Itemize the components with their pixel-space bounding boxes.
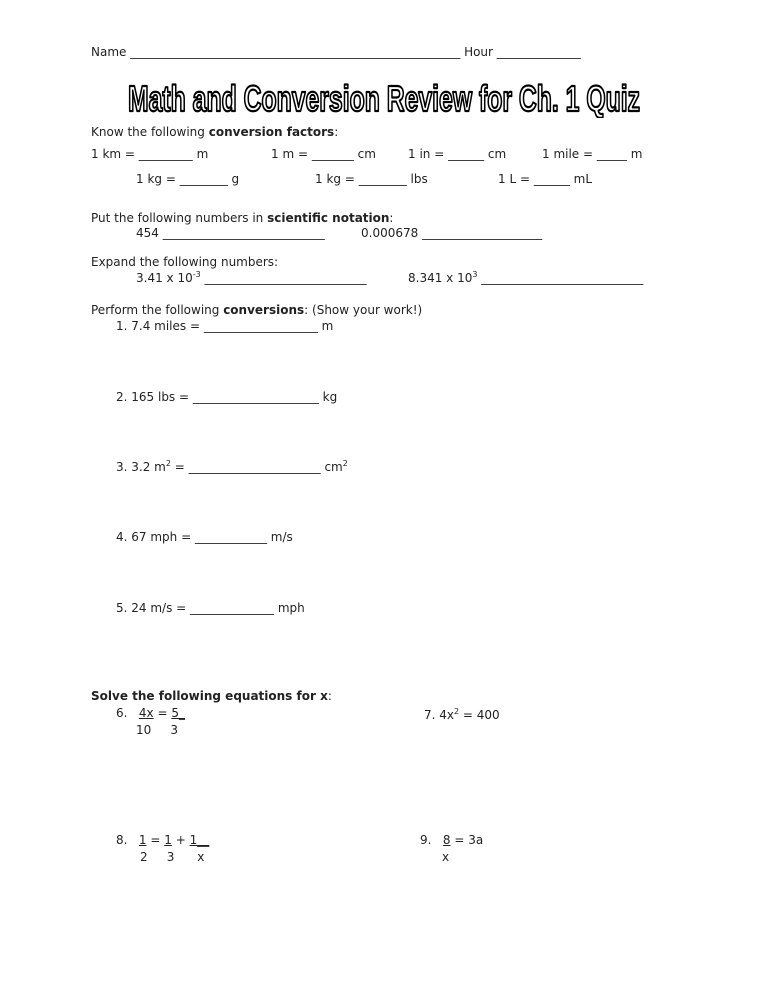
name-blank[interactable]: _______________________________________________________ (130, 45, 461, 59)
intro-text: Perform the following (91, 303, 224, 317)
factor-in-cm[interactable]: 1 in = ______ cm (408, 147, 507, 161)
equation-q6[interactable] (116, 705, 185, 739)
expand-exponent: -3 (192, 270, 201, 279)
equations-intro (91, 689, 332, 703)
intro-post: : (Show your work!) (304, 303, 423, 317)
q6-numerator-2: 5_ (171, 706, 185, 720)
q8-numerator-c: 1__ (189, 833, 210, 847)
equation-q8[interactable] (116, 832, 209, 866)
hour-label: Hour (464, 45, 493, 59)
q3-exponent: 2 (342, 459, 348, 468)
q6-numerator: 4x (138, 706, 154, 720)
conversion-q2[interactable]: 2. 165 lbs = _____________________ kg (116, 390, 338, 404)
q6-number: 6. (116, 706, 128, 720)
conversions-intro (91, 303, 422, 317)
q9-numerator: 8 (442, 833, 451, 847)
name-line[interactable] (91, 45, 581, 59)
q9-rhs: = 3a (450, 833, 484, 847)
equation-q9[interactable] (420, 832, 483, 866)
expand-base: 8.341 x 10 (408, 271, 473, 285)
q8-number: 8. (116, 833, 128, 847)
expand-blank[interactable]: ___________________________ (477, 271, 644, 285)
factor-kg-lbs[interactable]: 1 kg = ________ lbs (315, 172, 428, 186)
intro-bold: scientific notation (267, 211, 390, 225)
q7-rhs: = 400 (459, 708, 500, 722)
q3-exponent: 2 (165, 459, 171, 468)
sci-notation-intro (91, 211, 393, 225)
intro-colon: : (334, 125, 339, 139)
intro-bold: conversion factors (208, 125, 335, 139)
conversion-q1[interactable]: 1. 7.4 miles = ___________________ m (116, 319, 334, 333)
expand-item-1[interactable] (136, 271, 367, 285)
expand-intro: Expand the following numbers: (91, 255, 279, 269)
q7-text: 7. 4x (424, 708, 454, 722)
q9-denominator: x (442, 850, 450, 864)
q8-numerator-a: 1 (138, 833, 147, 847)
factor-mile-m[interactable]: 1 mile = _____ m (542, 147, 643, 161)
q9-number: 9. (420, 833, 432, 847)
conversion-q3[interactable] (116, 460, 348, 474)
q6-denominators: 10 3 (136, 723, 178, 737)
equation-q7[interactable] (424, 708, 500, 722)
q8-numerator-b: 1 (164, 833, 172, 847)
intro-bold: conversions (223, 303, 305, 317)
sci-item-454[interactable]: 454 ___________________________ (136, 226, 325, 240)
title-text: Math and Conversion Review for Ch. 1 Quiz (128, 78, 640, 118)
q3-blank[interactable]: = ______________________ cm (170, 460, 343, 474)
q8-denominators: 2 3 x (140, 850, 205, 864)
q6-equals: = (153, 706, 172, 720)
hour-blank[interactable]: ______________ (496, 45, 581, 59)
expand-item-2[interactable] (408, 271, 643, 285)
intro-colon: : (389, 211, 394, 225)
intro-text: Know the following (91, 125, 209, 139)
expand-exponent: 3 (472, 270, 478, 279)
factor-km-m[interactable]: 1 km = _________ m (91, 147, 209, 161)
intro-text: Put the following numbers in (91, 211, 268, 225)
q7-exponent: 2 (454, 707, 460, 716)
title-graphic (126, 78, 642, 118)
conversion-q4[interactable]: 4. 67 mph = ____________ m/s (116, 530, 293, 544)
q8-equals: = (146, 833, 165, 847)
factor-l-ml[interactable]: 1 L = ______ mL (498, 172, 593, 186)
name-label: Name (91, 45, 127, 59)
expand-base: 3.41 x 10 (136, 271, 193, 285)
q3-text: 3. 3.2 m (116, 460, 166, 474)
expand-blank[interactable]: ___________________________ (200, 271, 367, 285)
q8-plus: + (171, 833, 190, 847)
conversion-factors-intro (91, 125, 338, 139)
intro-bold: Solve the following equations for x (91, 689, 328, 703)
conversion-q5[interactable]: 5. 24 m/s = ______________ mph (116, 601, 305, 615)
factor-kg-g[interactable]: 1 kg = ________ g (136, 172, 240, 186)
factor-m-cm[interactable]: 1 m = _______ cm (271, 147, 376, 161)
page-title (126, 78, 642, 118)
sci-item-0000678[interactable]: 0.000678 ____________________ (361, 226, 543, 240)
intro-colon: : (327, 689, 332, 703)
